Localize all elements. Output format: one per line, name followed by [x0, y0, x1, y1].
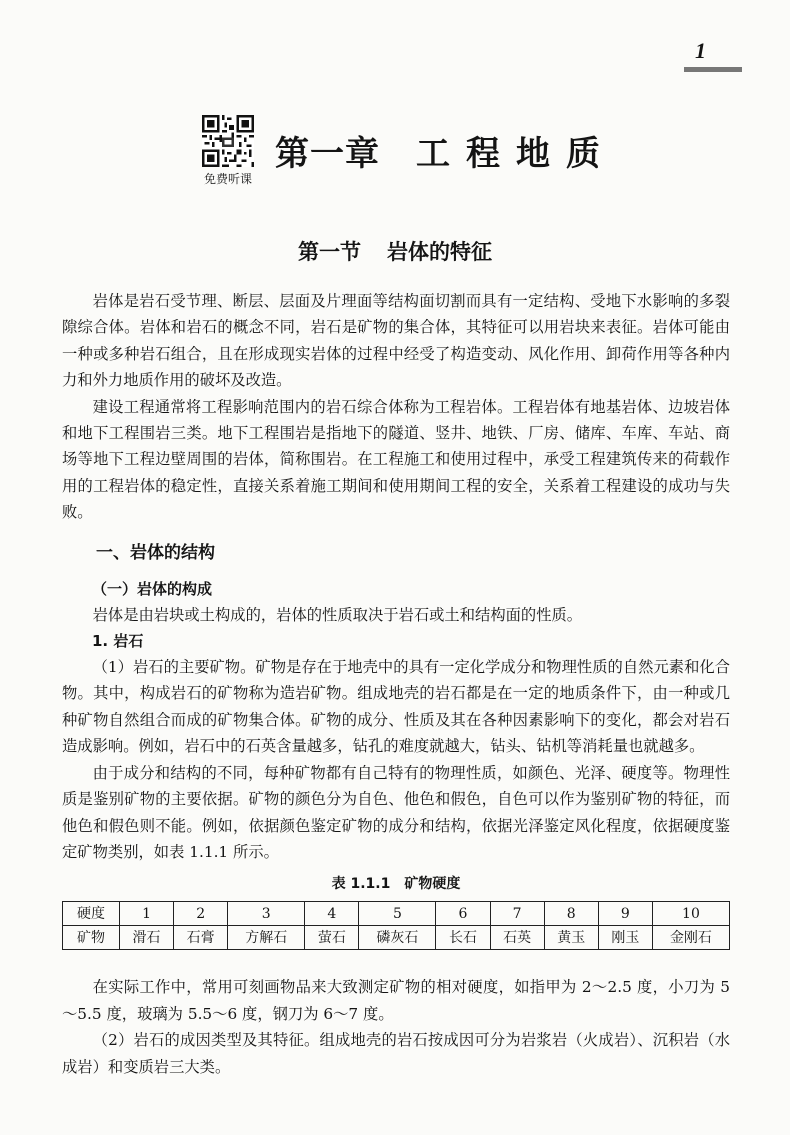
page-number-rule — [684, 67, 742, 72]
table-cell: 4 — [305, 902, 359, 926]
paragraph: 在实际工作中，常用可刻画物品来大致测定矿物的相对硬度，如指甲为 2～2.5 度，小刀为 5～5.5 度，玻璃为 5.5～6 度，钢刀为 6～7 度。 — [62, 978, 730, 1023]
table-cell: 刚玉 — [598, 926, 652, 950]
table-row-header: 矿物 — [63, 926, 120, 950]
table-cell: 金刚石 — [652, 926, 729, 950]
table-cell: 石英 — [490, 926, 544, 950]
table-caption-number: 表 1.1.1 — [331, 876, 391, 893]
table-cell: 石膏 — [174, 926, 228, 950]
table-cell: 10 — [652, 902, 729, 926]
paragraph: 岩体是由岩块或土构成的，岩体的性质取决于岩石或土和结构面的性质。 — [92, 605, 583, 624]
mineral-hardness-table — [62, 901, 730, 950]
heading-rock: 1. 岩石 — [92, 632, 144, 651]
body-content — [62, 288, 730, 1080]
section-title — [0, 236, 790, 266]
paragraph: （2）岩石的成因类型及其特征。组成地壳的岩石按成因可分为岩浆岩（火成岩）、沉积岩（水成岩）和变质岩三大类。 — [62, 1031, 730, 1076]
paragraph: 由于成分和结构的不同，每种矿物都有自己特有的物理性质，如颜色、光泽、硬度等。物理性质是鉴别矿物的主要依据。矿物的颜色分为自色、他色和假色，自色可以作为鉴别矿物的特征，而他色和假色则不能。例如，依据颜色鉴定矿物的成分和结构，依据光泽鉴定风化程度，依据硬度鉴定矿物类别，如表 1.1.1 所示。 — [62, 763, 730, 861]
table-cell: 方解石 — [228, 926, 305, 950]
qr-code-icon[interactable] — [202, 115, 254, 167]
page-number: 1 — [695, 38, 706, 63]
section-name: 岩体的特征 — [387, 240, 492, 264]
table-row-hardness — [63, 902, 730, 926]
heading-rock-structure: 一、岩体的结构 — [96, 542, 215, 563]
table-caption — [62, 873, 730, 895]
table-cell: 6 — [436, 902, 490, 926]
table-cell: 5 — [359, 902, 436, 926]
section-number: 第一节 — [298, 240, 361, 264]
table-cell: 长石 — [436, 926, 490, 950]
qr-code-block[interactable] — [196, 115, 260, 187]
paragraph: 建设工程通常将工程影响范围内的岩石综合体称为工程岩体。工程岩体有地基岩体、边坡岩体和地下工程围岩三类。地下工程围岩是指地下的隧道、竖井、地铁、厂房、储库、车库、车站、商场等地下工程边壁周围的岩体，简称围岩。在工程施工和使用过程中，承受工程建筑传来的荷载作用的工程岩体的稳定性，直接关系着施工期间和使用期间工程的安全，关系着工程建设的成功与失败。 — [62, 397, 730, 522]
table-cell: 磷灰石 — [359, 926, 436, 950]
table-cell: 黄玉 — [544, 926, 598, 950]
chapter-number: 第一章 — [275, 134, 380, 174]
table-cell: 7 — [490, 902, 544, 926]
chapter-title — [275, 126, 616, 175]
qr-caption: 免费听课 — [203, 172, 252, 186]
table-cell: 8 — [544, 902, 598, 926]
table-cell: 9 — [598, 902, 652, 926]
table-cell: 滑石 — [120, 926, 174, 950]
table-row-mineral — [63, 926, 730, 950]
table-cell: 1 — [120, 902, 174, 926]
table-caption-title: 矿物硬度 — [404, 876, 461, 893]
table-row-header: 硬度 — [63, 902, 120, 926]
table-cell: 3 — [228, 902, 305, 926]
heading-rock-composition: （一）岩体的构成 — [92, 579, 213, 598]
table-cell: 萤石 — [305, 926, 359, 950]
table-cell: 2 — [174, 902, 228, 926]
chapter-name: 工程地质 — [416, 134, 616, 174]
paragraph: 岩体是岩石受节理、断层、层面及片理面等结构面切割而具有一定结构、受地下水影响的多裂隙综合体。岩体和岩石的概念不同，岩石是矿物的集合体，其特征可以用岩块来表征。岩体可能由一种或多种岩石组合，且在形成现实岩体的过程中经受了构造变动、风化作用、卸荷作用等各种内力和外力地质作用的破坏及改造。 — [62, 292, 730, 390]
paragraph: （1）岩石的主要矿物。矿物是存在于地壳中的具有一定化学成分和物理性质的自然元素和化合物。其中，构成岩石的矿物称为造岩矿物。组成地壳的岩石都是在一定的地质条件下，由一种或几种矿物自然组合而成的矿物集合体。矿物的成分、性质及其在各种因素影响下的变化，都会对岩石造成影响。例如，岩石中的石英含量越多，钻孔的难度就越大，钻头、钻机等消耗量也就越多。 — [62, 658, 730, 756]
